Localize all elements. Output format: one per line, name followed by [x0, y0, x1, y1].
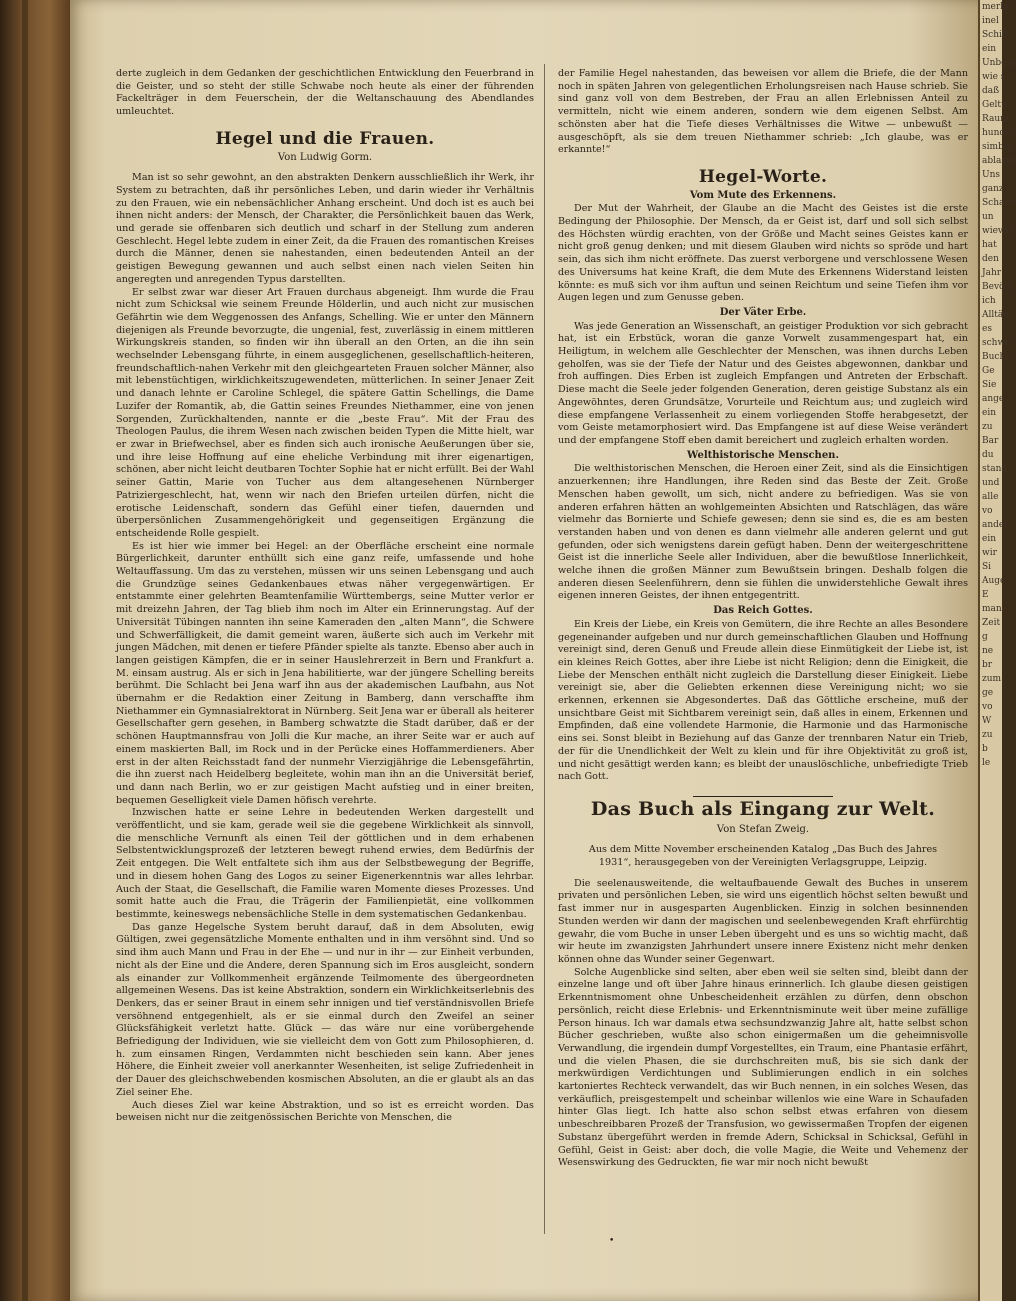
adjacent-page-fragment: ganz: [982, 184, 1004, 194]
article-title-buch: Das Buch als Eingang zur Welt.: [590, 797, 936, 820]
adjacent-page-edge: [978, 0, 1016, 1301]
adjacent-page-fragment: stand: [982, 464, 1008, 474]
adjacent-page-fragment: man: [982, 604, 1002, 614]
adjacent-page-fragment: Auge: [982, 576, 1006, 586]
book-binding: [0, 0, 70, 1301]
paragraph: Auch dieses Ziel war keine Abstraktion, und so ist es erreicht worden. Das beweisen nicht nur die zeitgenössischen Berichte von Menschen, die: [116, 1099, 534, 1124]
adjacent-page-fragment: Si: [982, 562, 992, 572]
adjacent-page-fragment: hat: [982, 240, 997, 250]
paragraph: Er selbst zwar war dieser Art Frauen durchaus abgeneigt. Ihm wurde die Frau nicht zum Schicksal wie seinem Freunde Hölderlin, und auch nicht zur musischen Gefährtin wie dem Weggenossen des Anfangs, Schelling. Wie er unter den Männern diejenigen als Freunde bevorzugte, die ungenial, fest, zuverlässig in einem mittleren Wirkungskreis standen, so finden wir ihn überall an den Orten, an die ihn sein wechselnder Lebensgang führte, in einem ausgeglichenen, gesellschaftlich-heiteren, freundschaftlich-nahen Verkehr mit den gleichgearteten Frauen solcher Männer, also mit lebenstüchtigen, wirklichkeitszugewendeten, mütterlichen. In seiner Jenaer Zeit und danach lehnte er Caroline Schlegel, die spätere Gattin Schellings, die Dame Luzifer der Romantik, ab, die Gattin seines Freundes Niethammer, eine von jenen Sorgenden, Zurückhaltenden, nannte er die „beste Frau“. Mit der Frau des Theologen Paulus, die ihrem Wesen nach zwischen beiden Typen die Mitte hielt, war er zwar in Briefwechsel, aber es finden sich auch ironische Aeußerungen über sie, und ihre leise Hoffnung auf eine eheliche Verbindung mit ihrer eigenartigen, schönen, aber nicht leicht deutbaren Tochter Sophie hat er nicht erfüllt. Bei der Wahl seiner Gattin, Marie von Tucher aus dem altangesehenen Nürnberger Patriziergeschlecht, hat, wenn wir nach den Briefen urteilen dürfen, nicht die erotische Leidenschaft, sondern das Gefühl einer tiefen, dauernden und überpersönlichen Zusammengehörigkeit und gegenseitigen Ergänzung die entscheidende Rolle gespielt.: [116, 286, 534, 539]
adjacent-page-fragment: zum: [982, 674, 1002, 684]
adjacent-page-fragment: br: [982, 660, 993, 670]
paragraph: Ein Kreis der Liebe, ein Kreis von Gemütern, die ihre Rechte an alles Besondere gegeneinander aufgeben und nur durch gemeinschaftlichen Glauben und Hoffnung vereinigt sind, deren Genuß und Freude allein diese Einmütigkeit der Liebe ist, ist ein kleines Reich Gottes, aber ihre Liebe ist nicht Religion; denn die Einigkeit, die Liebe der Menschen enthält nicht zugleich die Darstellung dieser Einigkeit. Liebe vereinigt sie, aber die Geliebten erkennen diese Vereinigung nicht; wo sie erkennen, erkennen sie Abgesondertes. Daß das Göttliche erscheine, muß der unsichtbare Geist mit Sichtbarem vereinigt sein, daß alles in einem, Erkennen und Empfinden, daß eine vollendete Harmonie, die Harmonie und das Harmonische eins sei. Sonst bleibt in Beziehung auf das Ganze der trennbaren Natur ein Trieb, der für die Unendlichkeit der Welt zu klein und für ihre Objektivität zu groß ist, und nicht gesättigt werden kann; es bleibt der unauslöschliche, unbefriedigte Trieb nach Gott.: [558, 618, 968, 783]
article-title-hegel-frauen: Hegel und die Frauen.: [215, 128, 435, 149]
adjacent-page-fragment: W: [982, 716, 992, 726]
paragraph: Das ganze Hegelsche System beruht darauf, daß in dem Absoluten, ewig Gültigen, zwei gegensätzliche Momente enthalten und in ihm versöhnt sind. Und so sind ihm auch Mann und Frau in der Ehe — und nur in ihr — zur Einheit verbunden, nicht als der Eine und die Andere, deren Spannung sich im Eros ausgleicht, sondern als einander zur Vollkommenheit ergänzende Teilmomente des übergeordneten allgemeinen Wesens. Das ist keine Abstraktion, sondern ein Wirklichkeitserlebnis des Denkers, das er seiner Braut in einem sehr innigen und tief verständnisvollen Briefe versöhnend entgegenhielt, als er sie einmal durch den Zweifel an seiner Glücksfähigkeit verletzt hatte. Glück — das wäre nur eine vorübergehende Befriedigung der Individuen, wie sie vielleicht dem von Gott zum Philosophieren, d. h. zum einsamen Ringen, Verdammten nicht beschieden sein kann. Aber jenes Höhere, die Einheit zweier voll anerkannter Wesenheiten, ist selige Zufriedenheit in der Dauer des gleichschwebenden kosmischen Absoluten, an die er glaubt als an das Ziel seiner Ehe.: [116, 921, 534, 1098]
adjacent-page-fragment: ein: [982, 534, 997, 544]
adjacent-page-fragment: Schalle: [982, 198, 1016, 208]
paragraph: Inzwischen hatte er seine Lehre in bedeutenden Werken dargestellt und veröffentlicht, und sie kam, gerade weil sie die gegebene Wirklichkeit als sinnvoll, die menschliche Vernunft als einen Teil der göttlichen und in dem erhabenen Selbstentwicklungsprozeß der letzteren bewegt ruhend erwies, dem Bedürfnis der Zeit entgegen. Die Welt entfaltete sich ihm aus der Selbstbewegung der Begriffe, und in diesem hohen Gang des Logos zu seiner Eigenerkenntnis war alles lehrbar. Auch der Staat, die Gesellschaft, die Familie waren Momente dieses Prozesses. Und somit hatte auch die Frau, die Trägerin der Familienpietät, eine vollkommen bestimmte, keineswegs nebensächliche Stelle in dem systematischen Gedankenbau.: [116, 807, 534, 920]
right-intro: der Familie Hegel nahestanden, das beweisen vor allem die Briefe, die der Mann noch in späten Jahren von gelegentlichen Erholungsreisen nach Hause schrieb. Sie sind ganz voll von dem Bestreben, der Frau an allen Erlebnissen Anteil zu vermitteln, nicht wie einem anderen, sondern wie dem eigenen Selbst. Am schönsten aber hat die Tiefe dieses Verhältnisses die Witwe — unbewußt — ausgeschöpft, als sie dem treuen Niethammer schrieb: „Ich glaube, was er erkannte!“: [558, 68, 968, 156]
left-column: [116, 68, 534, 1125]
left-intro: derte zugleich in dem Gedanken der geschichtlichen Entwicklung den Feuerbrand in die Geister, und so steht der stille Schwabe noch heute als einer der führenden Fackelträger in dem Feuerschein, der die Weltanschauung des Abendlandes umleuchtet.: [116, 68, 534, 118]
adjacent-page-fragment: Ge: [982, 366, 995, 376]
section-heading: Der Väter Erbe.: [719, 306, 807, 318]
byline-gorm: Von Ludwig Gorm.: [277, 151, 373, 163]
adjacent-page-fragment: Unbekr: [982, 58, 1016, 68]
adjacent-page-fragment: simbol: [982, 142, 1013, 152]
adjacent-page-fragment: hunder: [982, 128, 1015, 138]
right-column: [558, 68, 968, 1170]
adjacent-page-fragment: vo: [982, 702, 993, 712]
paragraph: Man ist so sehr gewohnt, an den abstrakten Denkern ausschließlich ihr Werk, ihr System zu betrachten, daß ihr persönliches Leben, und darin wieder ihr Verhältnis zu den Frauen, wie ein nebensächlicher Anhang erscheint. Und doch ist es auch bei ihnen nicht anders: der Mensch, der Charakter, die Persönlichkeit bauen das Werk, und gerade sie offenbaren sich deutlich und scharf in der Stellung zum anderen Geschlecht. Hegel lebte zudem in einer Zeit, da die Frauen des romantischen Kreises durch die Männer, denen sie nahestanden, einen bedeutenden Anteil an der geistigen Bewegung gewannen und auch selbst einen nach vielen Seiten hin angeregten und anregenden Typus darstellten.: [116, 172, 534, 285]
adjacent-page-fragment: daß: [982, 86, 1000, 96]
adjacent-page-fragment: le: [982, 758, 991, 768]
adjacent-page-fragment: vo: [982, 506, 993, 516]
adjacent-page-fragment: ablaste: [982, 156, 1015, 166]
adjacent-page-fragment: es: [982, 324, 992, 334]
adjacent-page-fragment: Zeit: [982, 618, 1001, 628]
article-title-hegel-worte: Hegel-Worte.: [698, 166, 828, 187]
adjacent-page-fragment: ich: [982, 296, 996, 306]
section-heading: Welthistorische Menschen.: [687, 449, 839, 461]
adjacent-page-fragment: Geltu: [982, 100, 1007, 110]
adjacent-page-fragment: ne: [982, 646, 994, 656]
paragraph: Solche Augenblicke sind selten, aber eben weil sie selten sind, bleibt dann der einzelne lange und oft über Jahre hinaus erinnerlich. Ich glaube diesen geistigen Erkenntnismoment ohne Unbescheidenheit erzählen zu dürfen, denn obschon persönlich, reicht diese Erlebnis- und Erkenntnisminute weit über meine zufällige Person hinaus. Ich war damals etwa sechsundzwanzig Jahre alt, hatte selbst schon Bücher geschrieben, wußte also schon einigermaßen um die geheimnisvolle Verwandlung, die irgendein dumpf Vorgestelltes, ein Traum, eine Phantasie erfährt, und die vielen Phasen, die sie durchschreiten muß, bis sie sich dank der merkwürdigen Verdichtungen und Sublimierungen endlich in ein solches kartoniertes Rechteck verwandelt, das wir Buch nennen, in ein solches Wesen, das verkäuflich, preisgestempelt und scheinbar willenlos wie eine Ware in Schaufaden hinter Glas liegt. Ich hatte also schon selbst etwas erfahren von diesem unbeschreibbaren Prozeß der Transfusion, wo gewissermaßen Tropfen der eigenen Substanz übergeführt werden in fremde Adern, Schicksal in Schicksal, Gefühl in Gefühl, Geist in Geist: aber doch, die volle Magie, die Weite und Vehemenz der Wesenswirkung des Gedruckten, fie war mir noch nicht bewußt: [558, 966, 968, 1169]
adjacent-page-fragment: zu: [982, 422, 993, 432]
section-heading: Das Reich Gottes.: [713, 605, 813, 617]
adjacent-page-fragment: alle: [982, 492, 999, 502]
paragraph: Es ist hier wie immer bei Hegel: an der Oberfläche erscheint eine normale Bürgerlichkeit, darunter enthüllt sich eine ganz reife, umfassende und hohe Weltauffassung. Um das zu verstehen, müssen wir uns seinen Lebensgang und auch die Grundzüge seines Gedankenbaues etwas näher vergegenwärtigen. Er entstammte einer gelehrten Beamtenfamilie Württembergs, seine Mutter verlor er mit dreizehn Jahren, der Tag blieb ihm noch im Alter ein Erinnerungstag. Auf der Universität Tübingen nannten ihn seine Kameraden den „alten Mann“, die Schwere und Schwerfälligkeit, die damit gemeint waren, äußerte sich auch im Verkehr mit jungen Mädchen, mit denen er tiefere Pfänder spielte als tanzte. Ebenso aber auch in langen geistigen Kämpfen, die er in seiner Hauslehrerzeit in Bern und Frankfurt a. M. einsam austrug. Als er sich in Jena habilitierte, war der jüngere Schelling bereits berühmt. Die Schlacht bei Jena warf ihn aus der akademischen Laufbahn, aus Not übernahm er die Redaktion einer Zeitung in Bamberg, dann verschaffte ihm Niethammer ein Gymnasialrektorat in Nürnberg. Seit Jena war er überall als heiterer Gesellschafter gern gesehen, in Bamberg schwatzte die Stadt darüber, daß er der schönen Hauptmannsfrau von Jolli die Kur mache, an ihrer Seite war er auch auf einem maskierten Ball, im Rock und in der Perücke eines Hoffammerdieners. Aber erst in der alten Reichsstadt fand der nunmehr Vierzigjährige die Lebensgefährtin, die ihn zuerst nach Heidelberg begleitete, wohin man ihn an die Universität berief, und dann nach Berlin, wo er zur geistigen Macht aufstieg und in einer breiten, bequemen Geselligkeit viele Damen höfisch verehrte.: [116, 540, 534, 806]
adjacent-page-fragment: un: [982, 212, 994, 222]
adjacent-page-fragment: Schiff: [982, 30, 1009, 40]
adjacent-page-fragment: Bevölk: [982, 282, 1013, 292]
newspaper-page: [70, 0, 982, 1301]
adjacent-page-fragment: Uns: [982, 170, 1000, 180]
paragraph: Was jede Generation an Wissenschaft, an geistiger Produktion vor sich gebracht hat, ist ein Erbstück, woran die ganze Vorwelt zusammengespart hat, ein Heiligtum, in welchem alle Geschlechter der Menschen, was ihnen durchs Leben geholfen, was sie der Tiefe der Natur und des Geistes abgewonnen, dankbar und froh auffingen. Dies Erben ist zugleich Empfangen und Antreten der Erbschaft. Diese macht die Seele jeder folgenden Generation, deren geistige Substanz als ein Angewöhntes, deren Grundsätze, Vorurteile und Reichtum aus; und zugleich wird diese empfangene Verlassenheit zu einem vorliegenden Stoffe herabgesetzt, der vom Geiste metamorphosiert wird. Das Empfangene ist auf diese Weise verändert und der empfangene Stoff eben damit bereichert und zugleich erhalten worden.: [558, 320, 968, 446]
adjacent-page-fragment: ge: [982, 688, 994, 698]
section-heading: Vom Mute des Erkennens.: [689, 189, 837, 201]
adjacent-page-fragment: wir: [982, 548, 997, 558]
adjacent-page-fragment: zu: [982, 730, 993, 740]
adjacent-page-fragment: Raum: [982, 114, 1009, 124]
adjacent-page-fragment: Buche: [982, 352, 1011, 362]
adjacent-page-fragment: ein: [982, 408, 997, 418]
section-divider: [693, 796, 833, 797]
paragraph: Der Mut der Wahrheit, der Glaube an die Macht des Geistes ist die erste Bedingung der Philosophie. Der Mensch, da er Geist ist, darf und soll sich selbst des Höchsten würdig erachten, von der Größe und Macht seines Geistes kann er nicht groß genug denken; und mit diesem Glauben wird nichts so spröde und hart sein, das sich ihm nicht eröffnete. Das zuerst verborgene und verschlossene Wesen des Universums hat keine Kraft, die dem Mute des Erkennens Widerstand leisten könnte: es muß sich vor ihm auftun und seinen Reichtum und seine Tiefen ihm vor Augen legen und zum Genusse geben.: [558, 203, 968, 304]
adjacent-page-fragment: g: [982, 632, 988, 642]
adjacent-page-fragment: Sie: [982, 380, 997, 390]
column-rule: [544, 64, 545, 1234]
catalog-note: Aus dem Mitte November erscheinenden Katalog „Das Buch des Jahres 1931“, herausgegeben von der Vereinigten Verlagsgruppe, Leipzig.: [588, 844, 938, 869]
adjacent-page-fragment: ange: [982, 394, 1005, 404]
adjacent-page-fragment: ander: [982, 520, 1009, 530]
adjacent-page-fragment: schwe: [982, 338, 1011, 348]
adjacent-page-fragment: b: [982, 744, 988, 754]
byline-zweig: Von Stefan Zweig.: [716, 823, 810, 835]
paragraph: Die seelenausweitende, die weltaufbauende Gewalt des Buches in unserem privaten und persönlichen Leben, sie wird uns eigentlich höchst selten bewußt und fast immer nur in ausgesparten Augenblicken. Einzig in solchen besinnenden Stunden werden wir dann der magischen und seelenbewegenden Kraft ehrfürchtig gewahr, die vom Buche in unser Leben übergeht und es uns so wichtig macht, daß wir heute im zwanzigsten Jahrhundert unsere innere Existenz nicht mehr denken können ohne das Wunder seiner Gegenwart.: [558, 877, 968, 965]
adjacent-page-fragment: Alltäg: [982, 310, 1009, 320]
adjacent-page-fragment: du: [982, 450, 994, 460]
adjacent-page-fragment: ein: [982, 44, 997, 54]
adjacent-page-fragment: den: [982, 254, 999, 264]
adjacent-page-fragment: Bar: [982, 436, 999, 446]
adjacent-page-fragment: Jahr: [982, 268, 1002, 278]
adjacent-page-fragment: wieviel: [982, 226, 1015, 236]
adjacent-page-fragment: wie s: [982, 72, 1006, 82]
adjacent-page-fragment: merke: [982, 2, 1011, 12]
footer-mark: •: [609, 1236, 615, 1246]
paragraph: Die welthistorischen Menschen, die Heroen einer Zeit, sind als die Einsichtigen anzuerkennen; ihre Handlungen, ihre Reden sind das Beste der Zeit. Große Menschen haben gewollt, um sich, nicht andere zu befriedigen. Was sie von anderen erfahren hätten an wohlgemeinten Absichten und Ratschlägen, das wäre vielmehr das Bornierte und Schiefe gewesen; denn sie sind es, die es am besten verstanden haben und von denen es dann vielmehr alle anderen gelernt und gut gefunden, oder sich wenigstens darein gefügt haben. Denn der weitergeschrittene Geist ist die innerliche Seele aller Individuen, aber die bewußtlose Innerlichkeit, welche ihnen die großen Männer zum Bewußtsein bringen. Deshalb folgen die anderen diesen Seelenführern, denn sie fühlen die unwiderstehliche Gewalt ihres eigenen inneren Geistes, der ihnen entgegentritt.: [558, 463, 968, 602]
adjacent-page-fragment: E: [982, 590, 989, 600]
adjacent-page-fragment: inel: [982, 16, 999, 26]
adjacent-page-fragment: und: [982, 478, 1000, 488]
